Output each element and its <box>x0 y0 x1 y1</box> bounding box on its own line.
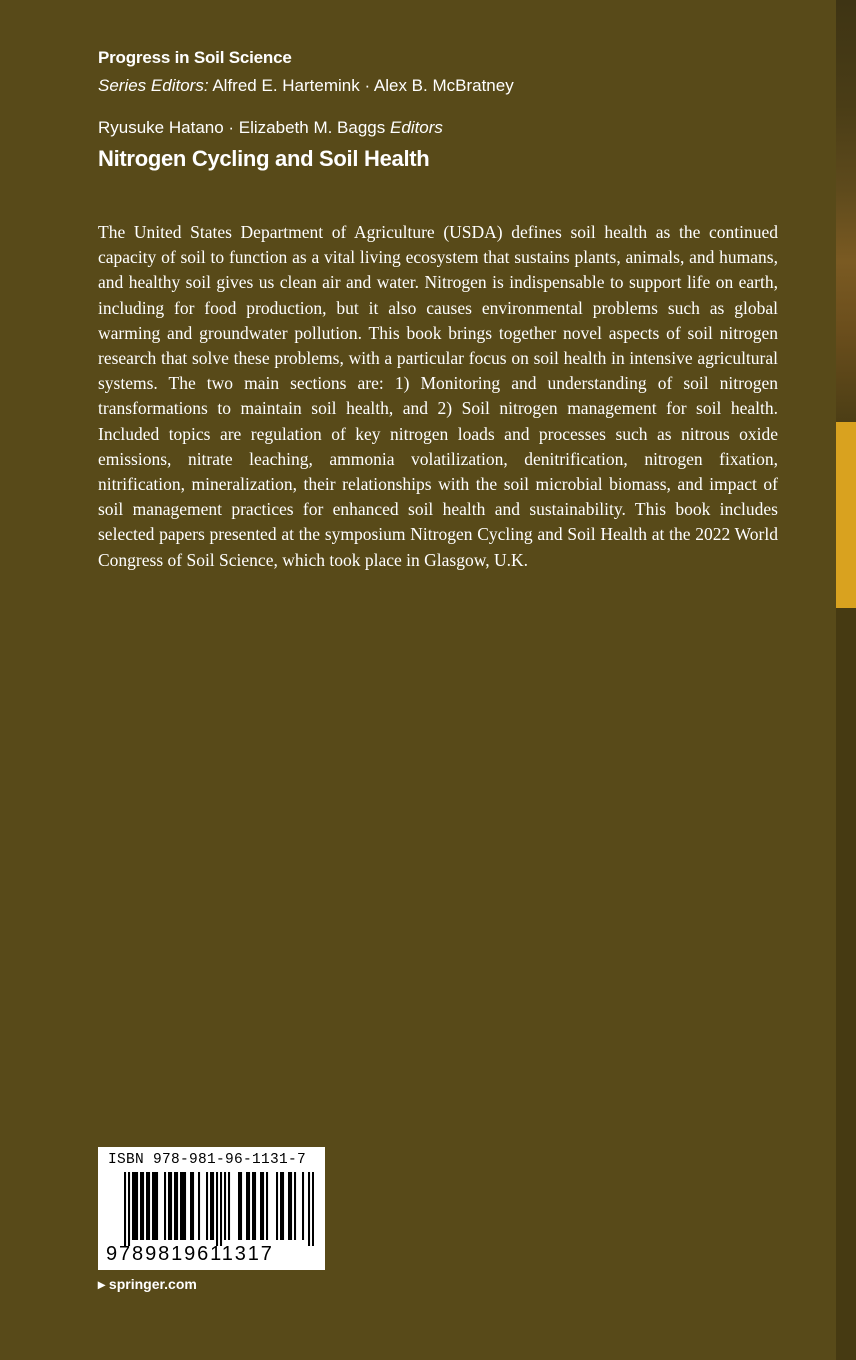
barcode-bar <box>132 1172 134 1240</box>
barcode-bar <box>294 1172 296 1240</box>
book-editors-names: Ryusuke Hatano · Elizabeth M. Baggs <box>98 118 386 137</box>
barcode-bar <box>282 1172 284 1240</box>
barcode-bars <box>124 1172 314 1246</box>
barcode-bar <box>146 1172 148 1240</box>
barcode-bar <box>142 1172 144 1240</box>
barcode-bar <box>248 1172 250 1240</box>
barcode-bar <box>152 1172 154 1240</box>
barcode-bar <box>124 1172 126 1246</box>
barcode-bar <box>262 1172 264 1240</box>
barcode-digits: 9789819611317 <box>106 1243 274 1265</box>
barcode-bar <box>154 1172 156 1240</box>
barcode-bar <box>276 1172 278 1240</box>
publisher-link[interactable] <box>98 1276 197 1293</box>
barcode-bar <box>210 1172 212 1240</box>
barcode-bar <box>168 1172 170 1240</box>
barcode-bar <box>174 1172 176 1240</box>
barcode-bar <box>290 1172 292 1240</box>
barcode-bar <box>176 1172 178 1240</box>
barcode-bar <box>134 1172 136 1240</box>
barcode-bar <box>128 1172 130 1246</box>
series-editors <box>98 76 514 96</box>
barcode-bar <box>254 1172 256 1240</box>
barcode-bar <box>288 1172 290 1240</box>
barcode-bar <box>312 1172 314 1246</box>
book-title: Nitrogen Cycling and Soil Health <box>98 146 430 171</box>
cover-art-edge <box>836 0 856 422</box>
isbn-barcode <box>98 1147 325 1270</box>
barcode-bar <box>252 1172 254 1240</box>
barcode-bar <box>182 1172 184 1240</box>
series-editors-names: Alfred E. Hartemink · Alex B. McBratney <box>212 76 514 95</box>
barcode-bar <box>140 1172 142 1240</box>
barcode-bar <box>184 1172 186 1240</box>
barcode-bar <box>212 1172 214 1240</box>
barcode-bar <box>136 1172 138 1240</box>
publisher-url-text: springer.com <box>108 1276 197 1292</box>
barcode-bar <box>266 1172 268 1240</box>
book-editors <box>98 118 443 138</box>
book-editors-role: Editors <box>390 118 443 137</box>
arrow-right-icon: ▸ <box>98 1276 106 1292</box>
book-description: The United States Department of Agriculture (USDA) defines soil health as the continued capacity of soil to function as a vital living ecosystem that sustains plants, animals, and humans, and healthy soil gives us clean air and water. Nitrogen is indispensable to support life on earth, including for food production, but it also causes environmental problems such as global warming and groundwater pollution. This book brings together novel aspects of soil nitrogen research that solve these problems, with a particular focus on soil health in intensive agricultural systems. The two main sections are: 1) Monitoring and understanding of soil nitrogen transformations to maintain soil health, and 2) Soil nitrogen management for soil health. Included topics are regulation of key nitrogen loads and processes such as nitrous oxide emissions, nitrate leaching, ammonia volatilization, denitrification, nitrogen fixation, nitrification, mineralization, their relationships with the soil microbial biomass, and impact of soil management practices for enhanced soil health and sustainability. This book includes selected papers presented at the symposium Nitrogen Cycling and Soil Health at the 2022 World Congress of Soil Science, which took place in Glasgow, U.K. <box>98 222 778 570</box>
barcode-bar <box>260 1172 262 1240</box>
barcode-bar <box>224 1172 226 1240</box>
barcode-bar <box>198 1172 200 1240</box>
barcode-bar <box>240 1172 242 1240</box>
barcode-bar <box>216 1172 218 1246</box>
series-editors-label: Series Editors: <box>98 76 209 95</box>
barcode-bar <box>246 1172 248 1240</box>
barcode-bar <box>148 1172 150 1240</box>
barcode-bar <box>180 1172 182 1240</box>
series-title: Progress in Soil Science <box>98 48 292 67</box>
barcode-bar <box>190 1172 192 1240</box>
barcode-bar <box>302 1172 304 1240</box>
barcode-bar <box>228 1172 230 1240</box>
cover-edge-strip <box>836 0 856 1360</box>
barcode-bar <box>280 1172 282 1240</box>
barcode-bar <box>170 1172 172 1240</box>
barcode-bar <box>156 1172 158 1240</box>
barcode-bar <box>164 1172 166 1240</box>
barcode-bar <box>308 1172 310 1246</box>
isbn-label: ISBN 978-981-96-1131-7 <box>108 1152 307 1168</box>
barcode-bar <box>220 1172 222 1246</box>
barcode-bar <box>238 1172 240 1240</box>
barcode-bar <box>206 1172 208 1240</box>
gold-accent-band <box>836 422 856 608</box>
barcode-bar <box>192 1172 194 1240</box>
